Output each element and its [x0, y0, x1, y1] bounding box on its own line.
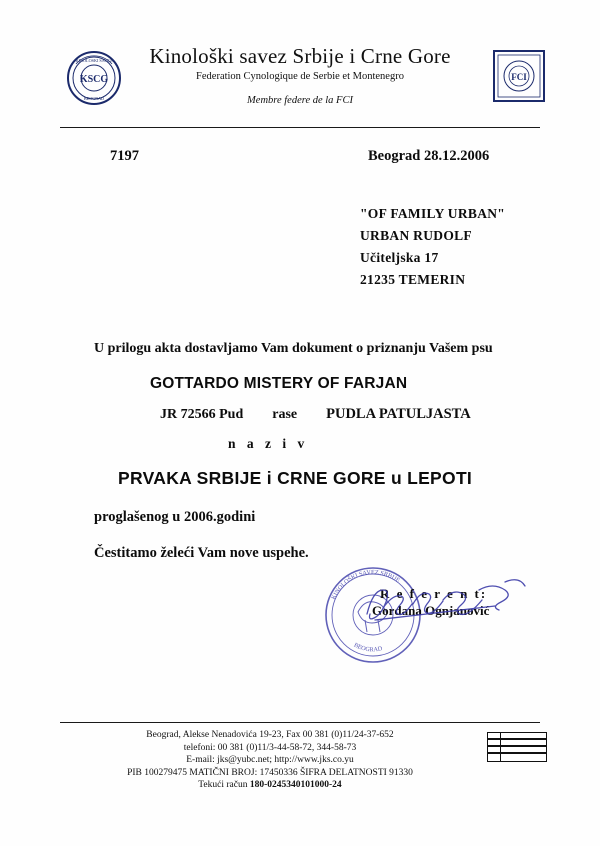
document-footer	[60, 729, 480, 792]
footer-divider	[60, 722, 540, 723]
svg-text:FCI: FCI	[511, 72, 527, 82]
svg-text:KINOLOŠKI SAVEZ SRBIJE: KINOLOŠKI SAVEZ SRBIJE	[330, 568, 402, 601]
footer-account-line	[60, 779, 480, 792]
registration-line	[160, 406, 471, 423]
address-street: Učiteljska 17	[360, 250, 439, 265]
footer-account-number: 180-0245340101000-24	[249, 780, 342, 790]
footer-account-label: Tekući račun	[198, 780, 250, 790]
svg-text:BEOGRAD: BEOGRAD	[83, 96, 105, 101]
signatory-name: Gordana Ognjanović	[372, 603, 490, 618]
breed-label: rase	[272, 407, 298, 422]
footer-email-line: E-mail: jks@yubc.net; http://www.jks.co.yu	[186, 755, 354, 765]
header-divider	[60, 127, 540, 128]
organization-subtitle: Federation Cynologique de Serbie et Montenegro	[196, 71, 404, 83]
svg-text:BEOGRAD: BEOGRAD	[352, 641, 383, 654]
awarded-title: PRVAKA SRBIJE i CRNE GORE u LEPOTI	[118, 468, 473, 488]
naziv-label: n a z i v	[228, 436, 309, 451]
svg-text:KINOLOSKI SAVEZ: KINOLOSKI SAVEZ	[75, 58, 113, 63]
award-year-line: proglašenog u 2006.godini	[94, 509, 256, 525]
breed-name: PUDLA PATULJASTA	[326, 406, 471, 422]
organization-title: Kinološki savez Srbije i Crne Gore	[149, 44, 451, 68]
fci-logo-icon	[493, 50, 545, 102]
footer-registration-line: PIB 100279475 MATIČNI BROJ: 17450336 ŠIFRA DELATNOSTI 91330	[127, 767, 413, 778]
footer-phone-line: telefoni: 00 381 (0)11/3-44-58-72, 344-58-73	[183, 742, 357, 753]
congratulations-line: Čestitamo želeći Vam nove uspehe.	[94, 545, 309, 561]
signature-role-label: R e f e r e n t:	[380, 586, 488, 601]
dog-name: GOTTARDO MISTERY OF FARJAN	[150, 375, 408, 392]
svg-text:KSCG: KSCG	[79, 74, 109, 85]
address-kennel: "OF FAMILY URBAN"	[360, 206, 506, 221]
address-city: 21235 TEMERIN	[360, 272, 466, 287]
recipient-address	[360, 203, 505, 291]
footer-address-line: Beograd, Alekse Nenadovića 19-23, Fax 00 381 (0)11/24-37-652	[146, 730, 394, 740]
intro-paragraph: U prilogu akta dostavljamo Vam dokument o priznanju Vašem psu	[94, 341, 493, 356]
document-header	[0, 44, 600, 124]
flag-icon	[487, 732, 547, 762]
reference-number: 7197	[110, 148, 139, 164]
address-owner: URBAN RUDOLF	[360, 228, 472, 243]
fci-membership-line: Membre federe de la FCI	[247, 95, 353, 107]
place-and-date: Beograd 28.12.2006	[368, 148, 490, 164]
kennel-club-seal-icon	[66, 50, 122, 106]
registration-number: JR 72566 Pud	[160, 407, 244, 422]
